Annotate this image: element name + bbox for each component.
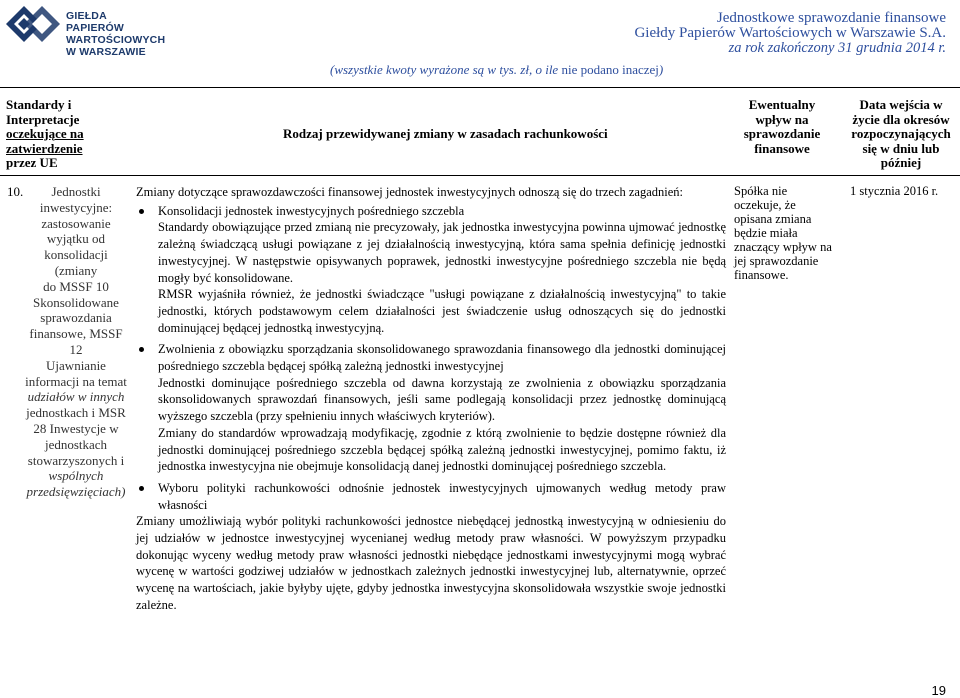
bullet-dot-icon: [139, 347, 144, 352]
standard-name-line: stowarzyszonych i: [27, 452, 125, 468]
amounts-note-mid: nie podano inaczej: [561, 62, 659, 77]
amounts-note-after: ): [658, 62, 664, 77]
header-standards: Standardy i Interpretacje oczekujące na zatwierdzenie przez UE: [6, 97, 84, 170]
bullet-1-title: Konsolidacji jednostek inwestycyjnych pośredniego szczebla: [158, 203, 465, 218]
bullet-3-text-1: Zmiany umożliwiają wybór polityki rachunkowości jednostce niebędącej jednostką inwestycyjną w odniesieniu do jej udziałów w jednostce inwestycyjnej wycenianej według metody praw własności. W powyższym przypadku dokonując wyceny według metody praw własności jednostki niebędące jednostkami inwestycyjnymi mogą wybrać wycenę w wartości godziwej udziałów w jednostkach zależnych jednostki inwestycyjnej lub, alternatywnie, oprzeć wycenę na wartościach, jakie byłyby ujęte, gdyby jednostka inwestycyjna skonsolidowała wszystkie swoje jednostki zależne.: [136, 514, 726, 612]
intro-paragraph: Zmiany dotyczące sprawozdawczości finansowej jednostek inwestycyjnych odnoszą się do trzech zagadnień:: [136, 185, 684, 199]
standard-name-line: 28 Inwestycje w: [33, 420, 119, 436]
standard-name-line: konsolidacji (zmiany: [44, 247, 108, 278]
standard-name-line: Jednostki: [51, 184, 101, 199]
gpw-logo: [4, 4, 166, 58]
row-number: 10.: [7, 184, 24, 199]
report-company: Giełdy Papierów Wartościowych w Warszawie S.A.: [634, 25, 946, 41]
bullet-3: [136, 480, 726, 513]
amounts-note-before: (wszystkie kwoty wyrażone są w tys. zł, o ile: [330, 62, 562, 77]
standard-cell: [7, 184, 130, 500]
bullet-dot-icon: [139, 209, 144, 214]
standard-name-line: sprawozdania: [40, 310, 112, 326]
bullet-2-text-1: Jednostki dominujące pośredniego szczebla od dawna korzystają ze zwolnienia z obowiązku sporządzania skonsolidowanych sprawozdań finansowych, jeśli same podlegają konsolidacji przez jednostkę dominującą wyższego szczebla (przy spełnieniu innych właściwych kryteriów).: [158, 375, 726, 424]
header-impact: Ewentualny wpływ na sprawozdanie finansowe: [743, 97, 821, 156]
effective-date-cell: 1 stycznia 2016 r.: [850, 184, 939, 198]
standard-name-line: Ujawnianie: [46, 357, 106, 373]
bullet-1: [136, 203, 726, 220]
standard-name-line: finansowe, MSSF 12: [29, 326, 123, 357]
standard-name-line: zastosowanie: [41, 215, 111, 231]
bullet-2-title: Zwolnienia z obowiązku sporządzania skonsolidowanego sprawozdania finansowego dla jednostki dominującej pośredniego szczebla będącej spółką zależną jednostki inwestycyjnej: [158, 342, 726, 374]
logo-line-3: W WARSZAWIE: [66, 46, 146, 58]
gpw-logo-icon: [4, 4, 60, 44]
table-header-rule: [0, 175, 960, 176]
standard-name-line: jednostkach i MSR: [26, 405, 126, 421]
bullet-1-text-2: RMSR wyjaśniła również, że jednostki świadczące "usługi powiązane z działalnością inwestycyjną" to takie jednostki, których podstawowym celem działalności jest świadczenie usług odnoszących się do jednostki dominującej będącej jednostką inwestycyjną.: [158, 287, 726, 335]
logo-text: [66, 10, 165, 58]
bullet-dot-icon: [139, 486, 144, 491]
impact-cell: Spółka nie oczekuje, że opisana zmiana będzie miała znaczący wpływ na jej sprawozdanie finansowe.: [734, 184, 832, 282]
table-top-rule: [0, 87, 960, 88]
standard-name-line: informacji na temat: [25, 373, 127, 389]
report-period: za rok zakończony 31 grudnia 2014 r.: [728, 40, 946, 56]
standard-name-line: inwestycyjne:: [39, 199, 113, 215]
report-header: [634, 11, 946, 56]
bullet-1-text-1: Standardy obowiązujące przed zmianą nie precyzowały, jak jednostka inwestycyjna powinna ujmować jednostkę zależną świadczącą usługi powiązane z jej działalnością inwestycyjną, która sama spełnia definicję jednostki inwestycyjnej. W następstwie opisywanych poprawek, jednostki inwestycyjne pośredniego szczebla nie będą mogły być konsolidowane.: [158, 220, 726, 285]
standard-name-line: udziałów w innych: [27, 389, 125, 405]
standard-name-line: przedsięwzięciach): [26, 484, 126, 500]
logo-line-2: WARTOŚCIOWYCH: [66, 34, 166, 46]
bullet-3-title: Wyboru polityki rachunkowości odnośnie jednostek inwestycyjnych ujmowanych według metody praw własności: [158, 480, 726, 512]
header-effective-date: Data wejścia w życie dla okresów rozpoczynających się w dniu lub później: [851, 97, 951, 170]
bullet-2-text-2: Zmiany do standardów wprowadzają modyfikację, zgodnie z którą zwolnienie to będzie dostępne również dla jednostki dominującej pośredniego szczebla będącej spółką zależną jednostki inwestycyjnej, pomimo faktu, iż jednostka inwestycyjna nie obejmuje konsolidacją danej jednostki dominującej pośredniego szczebla.: [158, 425, 726, 474]
report-title: Jednostkowe sprawozdanie finansowe: [716, 10, 946, 26]
change-description: [136, 184, 726, 614]
header-change-type: Rodzaj przewidywanej zmiany w zasadach rachunkowości: [283, 126, 608, 141]
standard-name: [22, 184, 130, 500]
bullet-2: [136, 341, 726, 374]
standard-name-line: Skonsolidowane: [33, 294, 119, 310]
amounts-note: [330, 62, 663, 78]
page-number: 19: [931, 683, 946, 698]
standard-name-line: jednostkach: [44, 436, 108, 452]
standard-name-line: wspólnych: [48, 468, 104, 484]
standard-name-line: wyjątku od: [46, 231, 106, 247]
standard-name-line: do MSSF 10: [43, 278, 109, 294]
logo-line-1: GIEŁDA PAPIERÓW: [66, 10, 124, 34]
